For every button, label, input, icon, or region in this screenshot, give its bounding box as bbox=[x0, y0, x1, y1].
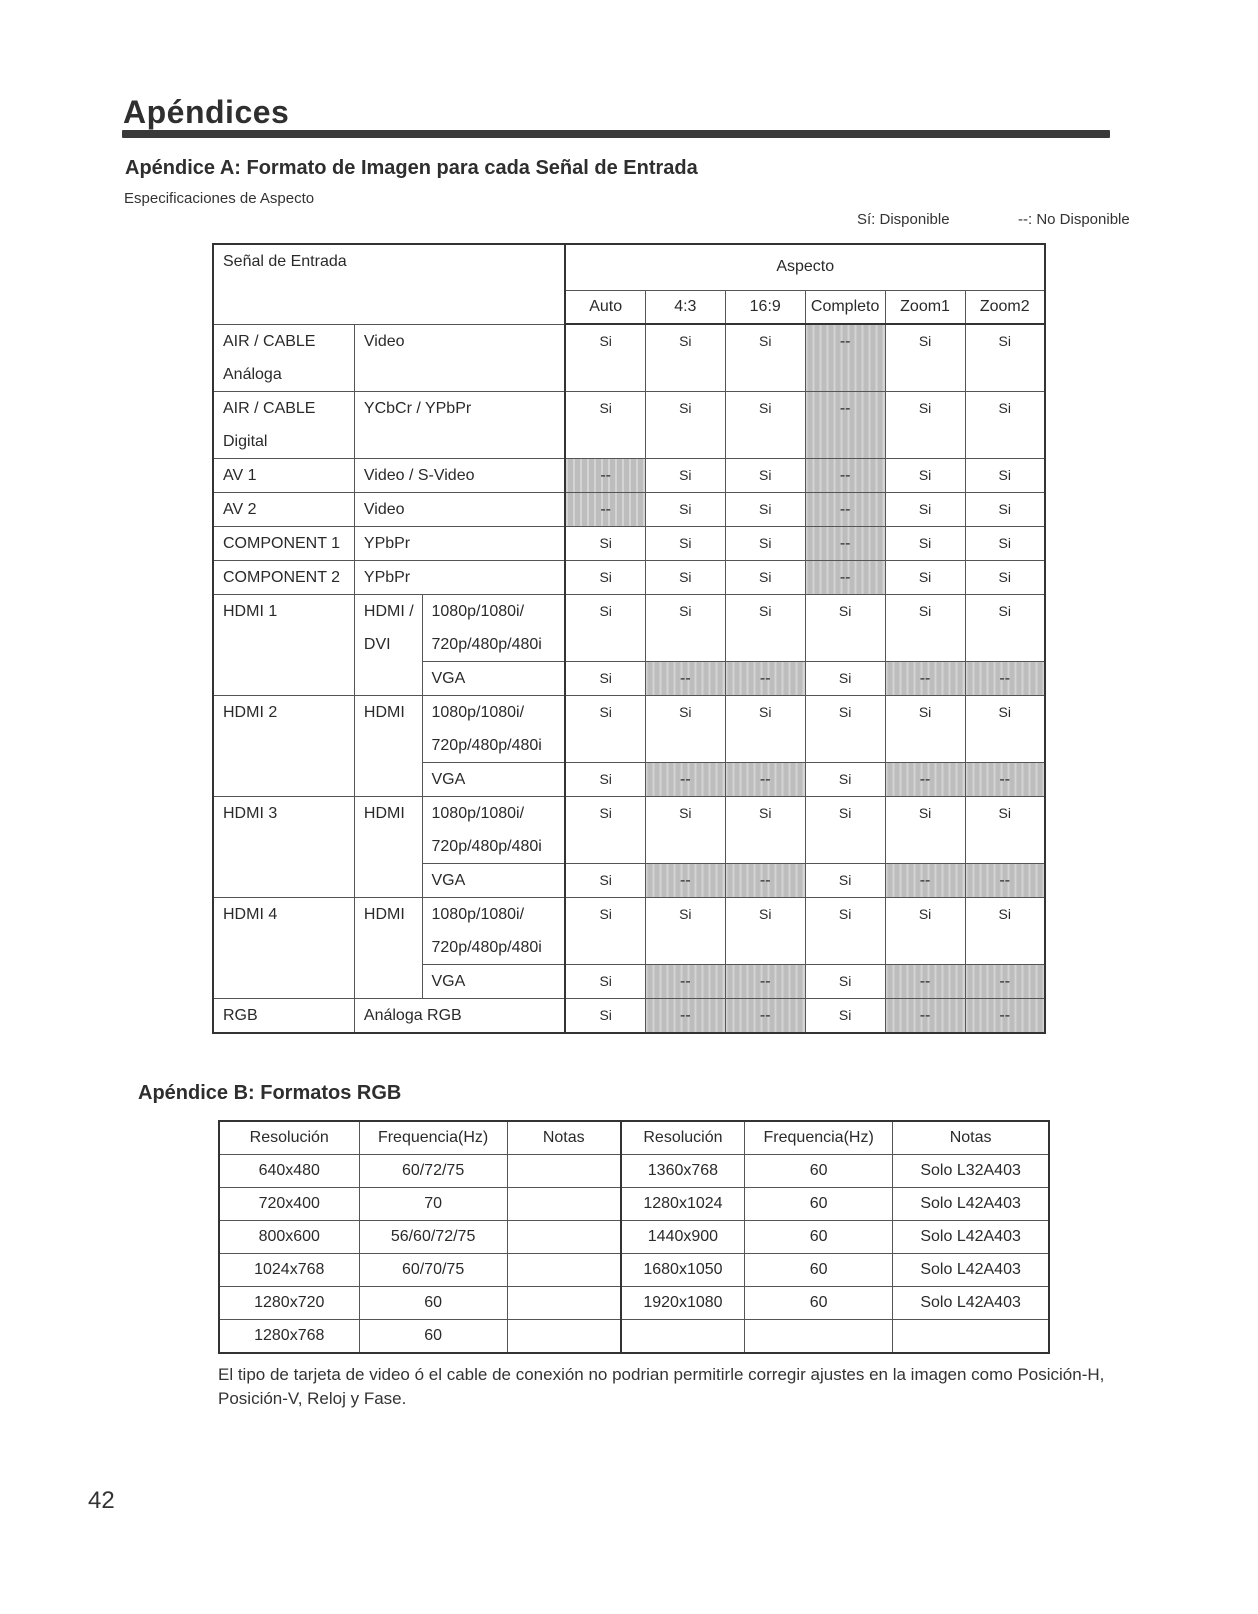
aspect-available-cell: Si bbox=[805, 594, 885, 661]
signal-type-cell: YPbPr bbox=[354, 526, 565, 560]
format-cell: 1080p/1080i/ 720p/480p/480i bbox=[422, 796, 565, 863]
aspect-available-cell: Si bbox=[885, 594, 965, 661]
rgb-cell: 70 bbox=[359, 1188, 507, 1221]
signal-type-cell: Análoga RGB bbox=[354, 998, 565, 1033]
aspect-available-cell: Si bbox=[645, 695, 725, 762]
format-cell: VGA bbox=[422, 661, 565, 695]
aspect-available-cell: Si bbox=[725, 391, 805, 458]
aspect-unavailable-cell: -- bbox=[565, 458, 645, 492]
aspect-header: Aspecto bbox=[565, 244, 1045, 290]
aspect-available-cell: Si bbox=[645, 492, 725, 526]
input-source-cell: COMPONENT 2 bbox=[213, 560, 354, 594]
rgb-header-cell: Frequencia(Hz) bbox=[745, 1121, 893, 1155]
aspect-available-cell: Si bbox=[885, 324, 965, 391]
aspect-available-cell: Si bbox=[885, 391, 965, 458]
aspect-unavailable-cell: -- bbox=[965, 762, 1045, 796]
aspect-available-cell: Si bbox=[645, 560, 725, 594]
aspect-available-cell: Si bbox=[565, 526, 645, 560]
aspect-available-cell: Si bbox=[725, 526, 805, 560]
page-number: 42 bbox=[88, 1487, 115, 1514]
aspect-unavailable-cell: -- bbox=[805, 560, 885, 594]
aspect-unavailable-cell: -- bbox=[885, 661, 965, 695]
aspect-available-cell: Si bbox=[885, 526, 965, 560]
aspect-available-cell: Si bbox=[645, 324, 725, 391]
aspect-unavailable-cell: -- bbox=[885, 863, 965, 897]
aspect-unavailable-cell: -- bbox=[805, 391, 885, 458]
rgb-cell: 1280x720 bbox=[219, 1287, 359, 1320]
input-source-cell: AV 2 bbox=[213, 492, 354, 526]
rgb-cell: 60 bbox=[745, 1155, 893, 1188]
aspect-available-cell: Si bbox=[565, 796, 645, 863]
aspect-available-cell: Si bbox=[805, 762, 885, 796]
aspect-available-cell: Si bbox=[805, 796, 885, 863]
aspect-available-cell: Si bbox=[565, 964, 645, 998]
aspect-available-cell: Si bbox=[965, 458, 1045, 492]
aspect-available-cell: Si bbox=[725, 594, 805, 661]
aspect-available-cell: Si bbox=[805, 695, 885, 762]
aspect-col-header: Zoom1 bbox=[885, 290, 965, 324]
rgb-cell: 720x400 bbox=[219, 1188, 359, 1221]
signal-type-cell: HDMI bbox=[354, 695, 422, 796]
aspect-available-cell: Si bbox=[885, 695, 965, 762]
aspect-available-cell: Si bbox=[965, 897, 1045, 964]
aspect-available-cell: Si bbox=[965, 796, 1045, 863]
aspect-unavailable-cell: -- bbox=[645, 762, 725, 796]
aspect-available-cell: Si bbox=[805, 897, 885, 964]
aspect-unavailable-cell: -- bbox=[725, 762, 805, 796]
format-cell: 1080p/1080i/ 720p/480p/480i bbox=[422, 594, 565, 661]
aspect-available-cell: Si bbox=[725, 560, 805, 594]
input-source-cell: RGB bbox=[213, 998, 354, 1033]
aspect-available-cell: Si bbox=[805, 863, 885, 897]
aspect-unavailable-cell: -- bbox=[565, 492, 645, 526]
page-title: Apéndices bbox=[123, 94, 290, 130]
format-cell: VGA bbox=[422, 863, 565, 897]
aspect-unavailable-cell: -- bbox=[805, 458, 885, 492]
aspect-available-cell: Si bbox=[565, 863, 645, 897]
aspect-unavailable-cell: -- bbox=[965, 661, 1045, 695]
signal-type-cell: HDMI bbox=[354, 796, 422, 897]
aspect-available-cell: Si bbox=[565, 661, 645, 695]
aspect-available-cell: Si bbox=[645, 796, 725, 863]
rgb-cell: Solo L32A403 bbox=[893, 1155, 1049, 1188]
aspect-unavailable-cell: -- bbox=[965, 863, 1045, 897]
aspect-available-cell: Si bbox=[725, 897, 805, 964]
aspect-available-cell: Si bbox=[565, 762, 645, 796]
aspect-unavailable-cell: -- bbox=[885, 998, 965, 1033]
aspect-unavailable-cell: -- bbox=[805, 526, 885, 560]
input-source-cell: AIR / CABLE Análoga bbox=[213, 324, 354, 391]
aspect-available-cell: Si bbox=[565, 560, 645, 594]
rgb-header-cell: Resolución bbox=[219, 1121, 359, 1155]
aspect-available-cell: Si bbox=[645, 526, 725, 560]
aspect-available-cell: Si bbox=[645, 897, 725, 964]
aspect-unavailable-cell: -- bbox=[645, 964, 725, 998]
legend-unavailable: --: No Disponible bbox=[1018, 211, 1130, 228]
aspect-available-cell: Si bbox=[725, 492, 805, 526]
aspect-available-cell: Si bbox=[565, 594, 645, 661]
aspect-unavailable-cell: -- bbox=[645, 863, 725, 897]
aspect-available-cell: Si bbox=[725, 458, 805, 492]
rgb-cell: 1024x768 bbox=[219, 1254, 359, 1287]
rgb-cell: 60 bbox=[745, 1254, 893, 1287]
rgb-header-cell: Notas bbox=[893, 1121, 1049, 1155]
rgb-cell bbox=[893, 1320, 1049, 1354]
rgb-cell bbox=[621, 1320, 745, 1354]
input-source-cell: HDMI 1 bbox=[213, 594, 354, 695]
aspect-unavailable-cell: -- bbox=[645, 661, 725, 695]
aspect-unavailable-cell: -- bbox=[805, 324, 885, 391]
aspect-available-cell: Si bbox=[885, 492, 965, 526]
rgb-header-cell: Frequencia(Hz) bbox=[359, 1121, 507, 1155]
rgb-header-cell: Resolución bbox=[621, 1121, 745, 1155]
aspect-available-cell: Si bbox=[965, 695, 1045, 762]
aspect-available-cell: Si bbox=[565, 391, 645, 458]
aspect-available-cell: Si bbox=[645, 594, 725, 661]
aspect-unavailable-cell: -- bbox=[725, 661, 805, 695]
signal-type-cell: Video bbox=[354, 324, 565, 391]
rgb-cell: Solo L42A403 bbox=[893, 1287, 1049, 1320]
input-source-cell: HDMI 2 bbox=[213, 695, 354, 796]
aspect-available-cell: Si bbox=[885, 458, 965, 492]
signal-type-cell: Video bbox=[354, 492, 565, 526]
aspect-col-header: Zoom2 bbox=[965, 290, 1045, 324]
signal-type-cell: YCbCr / YPbPr bbox=[354, 391, 565, 458]
rgb-cell bbox=[507, 1155, 621, 1188]
aspect-unavailable-cell: -- bbox=[725, 998, 805, 1033]
section-a-title: Apéndice A: Formato de Imagen para cada Señal de Entrada bbox=[125, 157, 698, 179]
rgb-cell: 1280x768 bbox=[219, 1320, 359, 1354]
signal-type-cell: YPbPr bbox=[354, 560, 565, 594]
signal-type-cell: Video / S-Video bbox=[354, 458, 565, 492]
signal-type-cell: HDMI bbox=[354, 897, 422, 998]
aspect-col-header: Completo bbox=[805, 290, 885, 324]
aspect-available-cell: Si bbox=[805, 964, 885, 998]
aspect-available-cell: Si bbox=[565, 324, 645, 391]
rgb-cell: 1440x900 bbox=[621, 1221, 745, 1254]
aspect-unavailable-cell: -- bbox=[965, 998, 1045, 1033]
rgb-cell: Solo L42A403 bbox=[893, 1188, 1049, 1221]
rgb-cell: 60/70/75 bbox=[359, 1254, 507, 1287]
rgb-cell bbox=[507, 1287, 621, 1320]
aspect-available-cell: Si bbox=[965, 560, 1045, 594]
rgb-formats-table bbox=[218, 1120, 1050, 1354]
title-rule bbox=[122, 130, 1110, 138]
aspect-col-header: 4:3 bbox=[645, 290, 725, 324]
aspect-subtitle: Especificaciones de Aspecto bbox=[124, 190, 315, 207]
note-text: El tipo de tarjeta de video ó el cable de conexión no podrian permitirle corregir ajustes en la imagen como Posición-H, Posición-V, Reloj y Fase. bbox=[218, 1365, 1105, 1408]
aspect-unavailable-cell: -- bbox=[645, 998, 725, 1033]
aspect-unavailable-cell: -- bbox=[805, 492, 885, 526]
aspect-available-cell: Si bbox=[965, 594, 1045, 661]
rgb-cell: 56/60/72/75 bbox=[359, 1221, 507, 1254]
rgb-cell: 1920x1080 bbox=[621, 1287, 745, 1320]
rgb-cell bbox=[507, 1221, 621, 1254]
rgb-cell: 60/72/75 bbox=[359, 1155, 507, 1188]
format-cell: VGA bbox=[422, 762, 565, 796]
aspect-unavailable-cell: -- bbox=[965, 964, 1045, 998]
aspect-available-cell: Si bbox=[725, 695, 805, 762]
rgb-cell bbox=[507, 1254, 621, 1287]
aspect-col-header: Auto bbox=[565, 290, 645, 324]
aspect-available-cell: Si bbox=[885, 897, 965, 964]
rgb-cell: Solo L42A403 bbox=[893, 1254, 1049, 1287]
aspect-available-cell: Si bbox=[805, 998, 885, 1033]
format-cell: 1080p/1080i/ 720p/480p/480i bbox=[422, 897, 565, 964]
aspect-available-cell: Si bbox=[965, 391, 1045, 458]
rgb-header-cell: Notas bbox=[507, 1121, 621, 1155]
aspect-available-cell: Si bbox=[805, 661, 885, 695]
input-source-cell: COMPONENT 1 bbox=[213, 526, 354, 560]
aspect-available-cell: Si bbox=[565, 998, 645, 1033]
input-source-cell: AIR / CABLE Digital bbox=[213, 391, 354, 458]
aspect-available-cell: Si bbox=[965, 492, 1045, 526]
input-source-cell: AV 1 bbox=[213, 458, 354, 492]
aspect-available-cell: Si bbox=[645, 391, 725, 458]
input-signal-header: Señal de Entrada bbox=[213, 244, 565, 324]
rgb-cell: 1680x1050 bbox=[621, 1254, 745, 1287]
rgb-cell: 640x480 bbox=[219, 1155, 359, 1188]
rgb-cell bbox=[507, 1320, 621, 1354]
signal-type-cell: HDMI / DVI bbox=[354, 594, 422, 695]
aspect-available-cell: Si bbox=[885, 560, 965, 594]
aspect-available-cell: Si bbox=[725, 324, 805, 391]
legend-available: Sí: Disponible bbox=[857, 211, 950, 228]
rgb-cell: 1280x1024 bbox=[621, 1188, 745, 1221]
aspect-col-header: 16:9 bbox=[725, 290, 805, 324]
input-source-cell: HDMI 4 bbox=[213, 897, 354, 998]
aspect-unavailable-cell: -- bbox=[725, 964, 805, 998]
rgb-cell bbox=[507, 1188, 621, 1221]
aspect-available-cell: Si bbox=[965, 526, 1045, 560]
aspect-available-cell: Si bbox=[565, 897, 645, 964]
rgb-cell: Solo L42A403 bbox=[893, 1221, 1049, 1254]
rgb-cell: 60 bbox=[745, 1188, 893, 1221]
section-b-title: Apéndice B: Formatos RGB bbox=[138, 1082, 402, 1104]
aspect-available-cell: Si bbox=[965, 324, 1045, 391]
input-source-cell: HDMI 3 bbox=[213, 796, 354, 897]
aspect-table bbox=[212, 243, 1046, 1034]
aspect-available-cell: Si bbox=[565, 695, 645, 762]
aspect-available-cell: Si bbox=[725, 796, 805, 863]
rgb-cell bbox=[745, 1320, 893, 1354]
aspect-unavailable-cell: -- bbox=[885, 964, 965, 998]
rgb-cell: 800x600 bbox=[219, 1221, 359, 1254]
rgb-cell: 60 bbox=[359, 1320, 507, 1354]
aspect-available-cell: Si bbox=[645, 458, 725, 492]
aspect-available-cell: Si bbox=[885, 796, 965, 863]
rgb-cell: 1360x768 bbox=[621, 1155, 745, 1188]
aspect-unavailable-cell: -- bbox=[725, 863, 805, 897]
rgb-cell: 60 bbox=[745, 1287, 893, 1320]
format-cell: VGA bbox=[422, 964, 565, 998]
format-cell: 1080p/1080i/ 720p/480p/480i bbox=[422, 695, 565, 762]
rgb-cell: 60 bbox=[745, 1221, 893, 1254]
aspect-unavailable-cell: -- bbox=[885, 762, 965, 796]
rgb-cell: 60 bbox=[359, 1287, 507, 1320]
